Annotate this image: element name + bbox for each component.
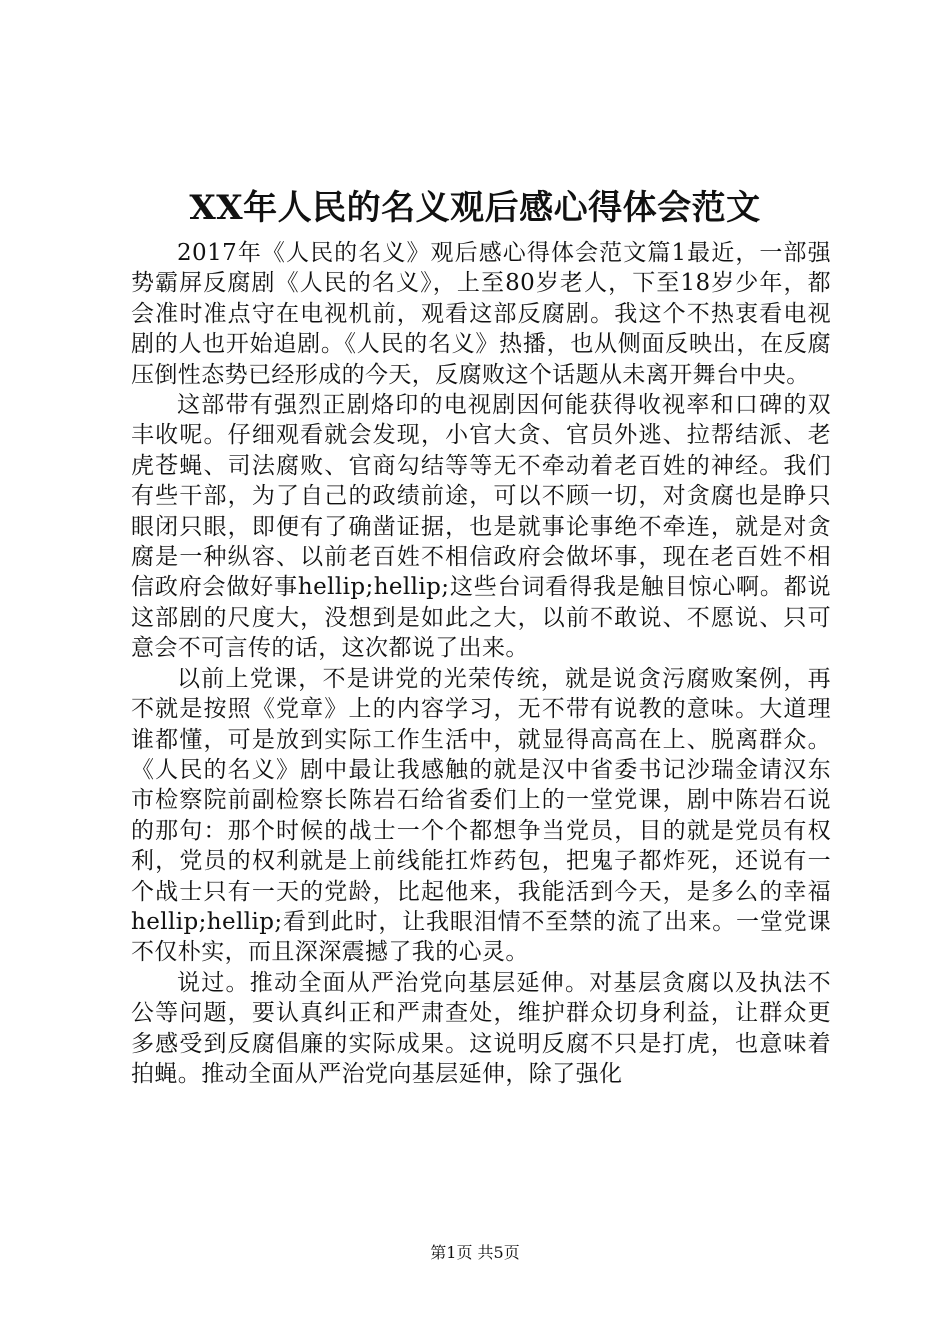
paragraph: 2017年《人民的名义》观后感心得体会范文篇1最近，一部强势霸屏反腐剧《人民的名义》，上至80岁老人，下至18岁少年，都会准时准点守在电视机前，观看这部反腐剧。我这个不热衷看电视剧的人也开始追剧。《人民的名义》热播，也从侧面反映出，在反腐压倒性态势已经形成的今天，反腐败这个话题从未离开舞台中央。 — [131, 240, 831, 388]
paragraph: 以前上党课，不是讲党的光荣传统，就是说贪污腐败案例，再不就是按照《党章》上的内容学习，无不带有说教的意味。大道理谁都懂，可是放到实际工作生活中，就显得高高在上、脱离群众。《人民的名义》剧中最让我感触的就是汉中省委书记沙瑞金请汉东市检察院前副检察长陈岩石给省委们上的一堂党课，剧中陈岩石说的那句：那个时候的战士一个个都想争当党员，目的就是党员有权利，党员的权利就是上前线能扛炸药包，把鬼子都炸死，还说有一个战士只有一天的党龄，比起他来，我能活到今天，是多么的幸福hellip;hellip;看到此时，让我眼泪情不至禁的流了出来。一堂党课不仅朴实，而且深深震撼了我的心灵。 — [131, 665, 831, 966]
document-title: XX年人民的名义观后感心得体会范文 — [189, 188, 761, 228]
page-number-footer: 第1页 共5页 — [430, 1243, 520, 1262]
paragraph: 这部带有强烈正剧烙印的电视剧因何能获得收视率和口碑的双丰收呢。仔细观看就会发现，小官大贪、官员外逃、拉帮结派、老虎苍蝇、司法腐败、官商勾结等等无不牵动着老百姓的神经。我们有些干部，为了自己的政绩前途，可以不顾一切，对贪腐也是睁只眼闭只眼，即便有了确凿证据，也是就事论事绝不牵连，就是对贪腐是一种纵容、以前老百姓不相信政府会做坏事，现在老百姓不相信政府会做好事hellip;hellip;这些台词看得我是触目惊心啊。都说这部剧的尺度大，没想到是如此之大，以前不敢说、不愿说、只可意会不可言传的话，这次都说了出来。 — [131, 392, 831, 662]
paragraph: 说过。推动全面从严治党向基层延伸。对基层贪腐以及执法不公等问题，要认真纠正和严肃查处，维护群众切身利益，让群众更多感受到反腐倡廉的实际成果。这说明反腐不只是打虎，也意味着拍蝇。推动全面从严治党向基层延伸，除了强化 — [131, 969, 831, 1087]
document-body — [131, 238, 831, 1089]
